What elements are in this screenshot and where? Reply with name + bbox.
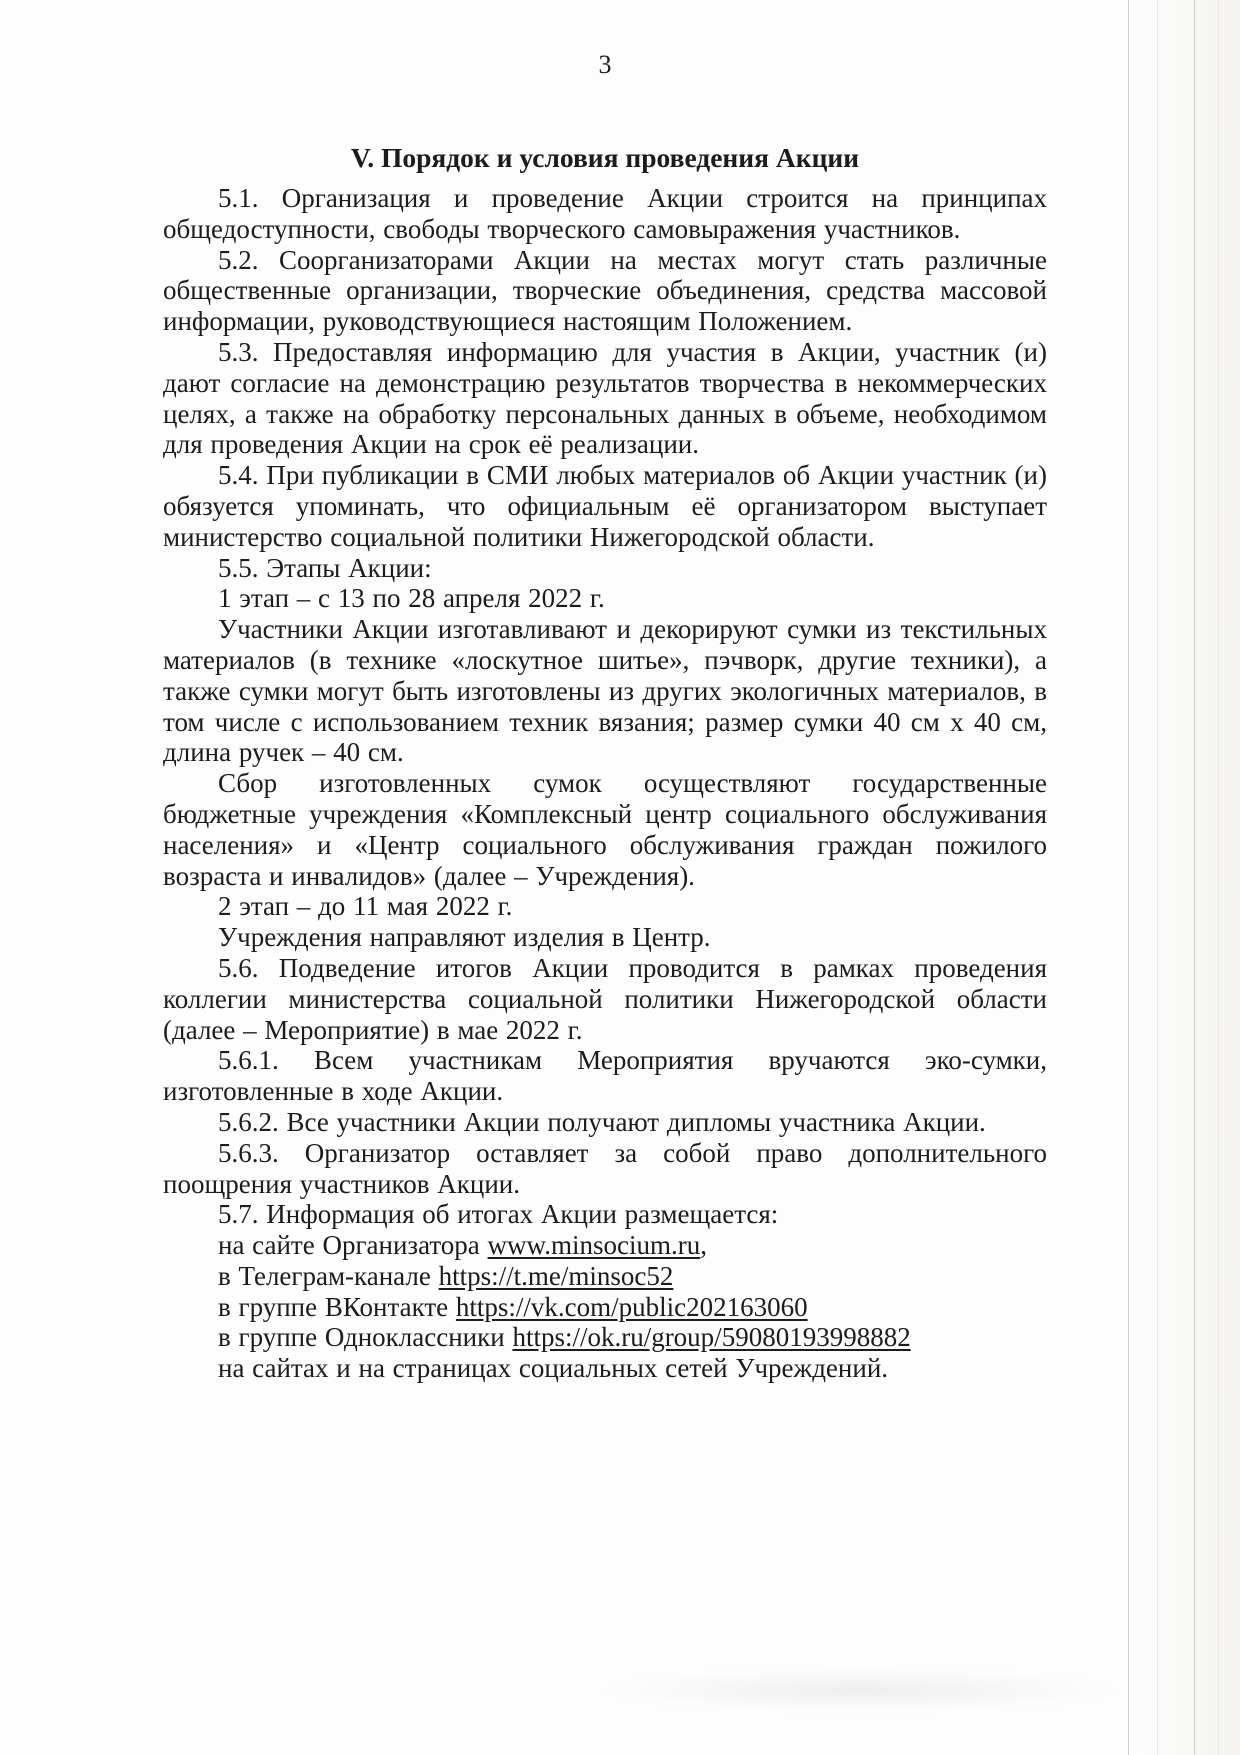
paragraph: 5.1. Организация и проведение Акции строится на принципах общедоступности, свободы творческого самовыражения участников. — [163, 183, 1047, 244]
paragraph: 1 этап – с 13 по 28 апреля 2022 г. — [218, 583, 605, 614]
paragraph: 5.6. Подведение итогов Акции проводится в рамках проведения коллегии министерства социальной политики Нижегородской области (далее – Мероприятие) в мае 2022 г. — [163, 952, 1047, 1045]
paragraph: 5.7. Информация об итогах Акции размещается: — [218, 1199, 779, 1230]
link-prefix-text: в группе ВКонтакте — [218, 1291, 456, 1322]
page-number: 3 — [598, 50, 612, 79]
paragraph — [163, 1261, 1047, 1292]
document-body — [163, 183, 1047, 1384]
paragraph: 5.6.3. Организатор оставляет за собой право дополнительного поощрения участников Акции. — [163, 1137, 1047, 1199]
scan-line-artifact — [1128, 0, 1129, 1755]
scan-line-artifact — [1194, 0, 1195, 1755]
page-content — [163, 50, 1047, 1384]
hyperlink[interactable]: https://t.me/minsoc52 — [438, 1260, 674, 1291]
paragraph: 5.6.1. Всем участникам Мероприятия вручаются эко-сумки, изготовленные в ходе Акции. — [163, 1045, 1047, 1107]
paragraph — [163, 1230, 1047, 1261]
scan-line-artifact — [1218, 0, 1219, 1755]
link-prefix-text: на сайте Организатора — [218, 1230, 488, 1261]
paragraph: 5.6.2. Все участники Акции получают дипломы участника Акции. — [218, 1106, 986, 1137]
scan-line-artifact — [1157, 0, 1158, 1755]
link-prefix-text: в группе Одноклассники — [218, 1322, 513, 1353]
paragraph: 5.5. Этапы Акции: — [218, 552, 432, 583]
hyperlink[interactable]: https://vk.com/public202163060 — [455, 1291, 808, 1322]
scan-smudge-artifact — [600, 1668, 1120, 1712]
paragraph: Участники Акции изготавливают и декорируют сумки из текстильных материалов (в технике «лоскутное шитье», пэчворк, другие техники), а также сумки могут быть изготовлены из других экологичных материалов, в том числе с использованием техник вязания; размер сумки 40 см х 40 см, длина ручек – 40 см. — [163, 614, 1047, 768]
paragraph: 5.3. Предоставляя информацию для участия в Акции, участник (и) дают согласие на демонстрацию результатов творчества в некоммерческих целях, а также на обработку персональных данных в объеме, необходимом для проведения Акции на срок её реализации. — [163, 336, 1047, 460]
paragraph: 5.2. Соорганизаторами Акции на местах могут стать различные общественные организации, творческие объединения, средства массовой информации, руководствующиеся настоящим Положением. — [163, 244, 1047, 337]
paragraph: Учреждения направляют изделия в Центр. — [218, 922, 711, 953]
link-prefix-text: в Телеграм-канале — [218, 1260, 439, 1291]
hyperlink[interactable]: www.minsocium.ru — [487, 1230, 701, 1261]
hyperlink[interactable]: https://ok.ru/group/59080193998882 — [512, 1322, 911, 1353]
section-title: V. Порядок и условия проведения Акции — [350, 142, 860, 173]
paragraph — [163, 1292, 1047, 1323]
paragraph: Сбор изготовленных сумок осуществляют государственные бюджетные учреждения «Комплексный центр социального обслуживания населения» и «Центр социального обслуживания граждан пожилого возраста и инвалидов» (далее – Учреждения). — [163, 768, 1047, 891]
paragraph: 2 этап – до 11 мая 2022 г. — [218, 891, 513, 922]
link-suffix-text: , — [700, 1230, 708, 1261]
paragraph: 5.4. При публикации в СМИ любых материалов об Акции участник (и) обязуется упоминать, что официальным её организатором выступает министерство социальной политики Нижегородской области. — [163, 460, 1047, 552]
paragraph — [163, 1322, 1047, 1353]
paragraph: на сайтах и на страницах социальных сетей Учреждений. — [218, 1353, 889, 1384]
